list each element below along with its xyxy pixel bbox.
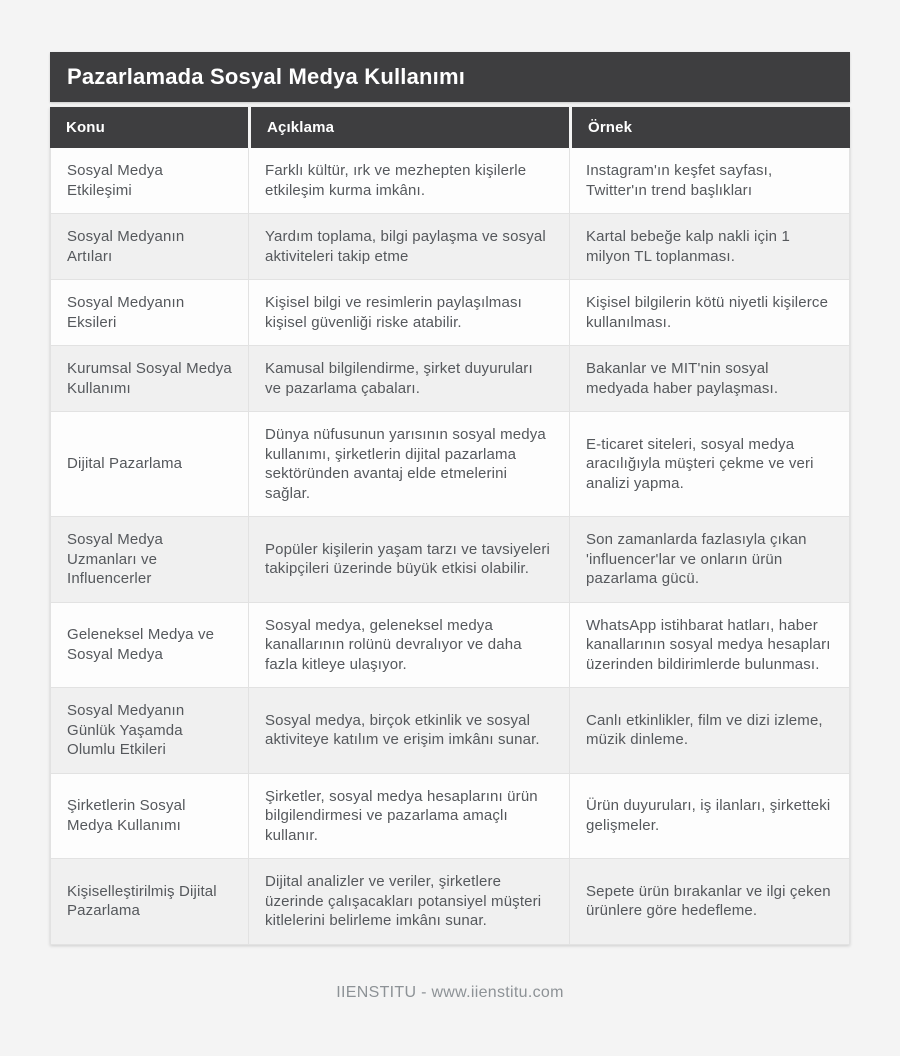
table-row — [50, 859, 850, 945]
cell-konu: Sosyal Medyanın Artıları — [50, 214, 248, 280]
table-row — [50, 280, 850, 346]
cell-konu: Sosyal Medya Etkileşimi — [50, 148, 248, 214]
cell-aciklama: Kamusal bilgilendirme, şirket duyuruları ve pazarlama çabaları. — [248, 346, 569, 412]
cell-ornek: E-ticaret siteleri, sosyal medya aracılığıyla müşteri çekme ve veri analizi yapma. — [569, 412, 850, 517]
cell-aciklama: Dijital analizler ve veriler, şirketlere üzerinde çalışacakları potansiyel müşteri kitlelerini belirleme imkânı sunar. — [248, 859, 569, 945]
cell-aciklama: Şirketler, sosyal medya hesaplarını ürün bilgilendirmesi ve pazarlama amaçlı kullanır. — [248, 774, 569, 860]
cell-ornek: WhatsApp istihbarat hatları, haber kanallarının sosyal medya hesapları üzerinden bildirimlerde bulunması. — [569, 603, 850, 689]
table-row — [50, 774, 850, 860]
cell-aciklama: Sosyal medya, geleneksel medya kanallarının rolünü devralıyor ve daha fazla kitleye ulaşıyor. — [248, 603, 569, 689]
cell-konu: Sosyal Medyanın Eksileri — [50, 280, 248, 346]
cell-aciklama: Popüler kişilerin yaşam tarzı ve tavsiyeleri takipçileri üzerinde büyük etkisi olabilir. — [248, 517, 569, 603]
header-row — [50, 107, 850, 148]
table-title-bar — [50, 52, 850, 102]
column-header-aciklama: Açıklama — [248, 107, 569, 148]
content-table — [50, 107, 850, 945]
cell-konu: Sosyal Medya Uzmanları ve Influencerler — [50, 517, 248, 603]
cell-aciklama: Dünya nüfusunun yarısının sosyal medya kullanımı, şirketlerin dijital pazarlama sektöründen avantaj elde etmelerini sağlar. — [248, 412, 569, 517]
table-row — [50, 517, 850, 603]
table-row — [50, 603, 850, 689]
cell-ornek: Instagram'ın keşfet sayfası, Twitter'ın trend başlıkları — [569, 148, 850, 214]
page-title: Pazarlamada Sosyal Medya Kullanımı — [67, 64, 466, 89]
table-card — [50, 52, 850, 945]
cell-aciklama: Yardım toplama, bilgi paylaşma ve sosyal aktiviteleri takip etme — [248, 214, 569, 280]
table-row — [50, 214, 850, 280]
cell-ornek: Kişisel bilgilerin kötü niyetli kişilerce kullanılması. — [569, 280, 850, 346]
table-body — [50, 148, 850, 945]
table-row — [50, 412, 850, 517]
cell-aciklama: Sosyal medya, birçok etkinlik ve sosyal aktiviteye katılım ve erişim imkânı sunar. — [248, 688, 569, 774]
cell-ornek: Ürün duyuruları, iş ilanları, şirketteki gelişmeler. — [569, 774, 850, 860]
cell-aciklama: Kişisel bilgi ve resimlerin paylaşılması kişisel güvenliği riske atabilir. — [248, 280, 569, 346]
cell-ornek: Kartal bebeğe kalp nakli için 1 milyon TL toplanması. — [569, 214, 850, 280]
footer-credit: IIENSTITU - www.iienstitu.com — [336, 984, 564, 1001]
table-row — [50, 346, 850, 412]
cell-konu: Şirketlerin Sosyal Medya Kullanımı — [50, 774, 248, 860]
table-row — [50, 688, 850, 774]
cell-ornek: Canlı etkinlikler, film ve dizi izleme, müzik dinleme. — [569, 688, 850, 774]
cell-konu: Geleneksel Medya ve Sosyal Medya — [50, 603, 248, 689]
cell-ornek: Son zamanlarda fazlasıyla çıkan 'influencer'lar ve onların ürün pazarlama gücü. — [569, 517, 850, 603]
cell-konu: Dijital Pazarlama — [50, 412, 248, 517]
cell-ornek: Bakanlar ve MIT'nin sosyal medyada haber paylaşması. — [569, 346, 850, 412]
column-header-konu: Konu — [50, 107, 248, 148]
cell-ornek: Sepete ürün bırakanlar ve ilgi çeken ürünlere göre hedefleme. — [569, 859, 850, 945]
cell-konu: Sosyal Medyanın Günlük Yaşamda Olumlu Etkileri — [50, 688, 248, 774]
cell-konu: Kişiselleştirilmiş Dijital Pazarlama — [50, 859, 248, 945]
table-row — [50, 148, 850, 214]
cell-aciklama: Farklı kültür, ırk ve mezhepten kişilerle etkileşim kurma imkânı. — [248, 148, 569, 214]
column-header-ornek: Örnek — [569, 107, 850, 148]
cell-konu: Kurumsal Sosyal Medya Kullanımı — [50, 346, 248, 412]
